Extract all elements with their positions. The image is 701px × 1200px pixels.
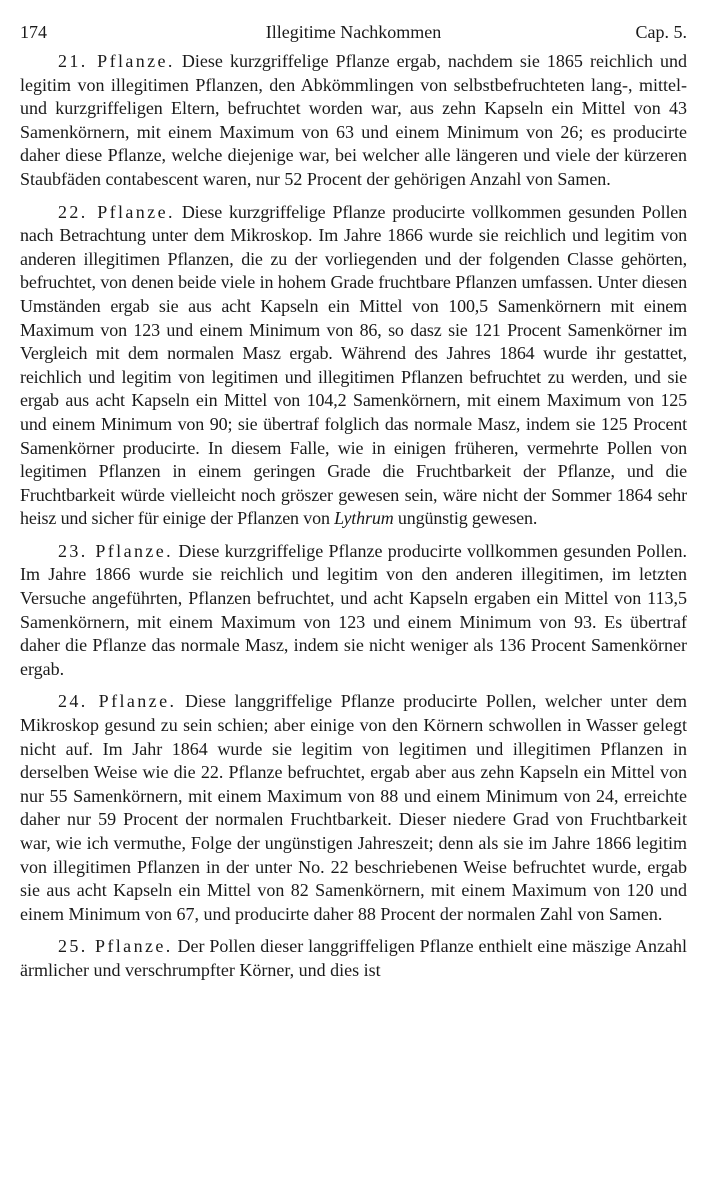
paragraph-23: [20, 540, 687, 682]
plant-label: 22. Pflanze.: [58, 201, 175, 222]
plant-label: 21. Pflanze.: [58, 51, 175, 71]
page-number: 174: [20, 22, 47, 42]
paragraph-text: Diese kurzgriffelige Pflanze producirte vollkommen gesunden Pollen nach Betrachtung unter dem Mikroskop. Im Jahre 1866 wurde sie reichlich und legitim von anderen illegitimen Pflanzen, die zu der vorliegenden und der folgenden Classe gehörten, befruchtet, von denen beide viele in hohem Grade fruchtbare Pflanzen umfassen. Unter diesen Umständen ergab sie aus acht Kapseln ein Mittel von 100,5 Samenkörnern mit einem Maximum von 123 und einem Minimum von 86, so dasz sie 121 Procent Samenkörner im Vergleich mit dem normalen Masz ergab. Während des Jahres 1864 wurde ihr gestattet, reichlich und legitim von legitimen und illegitimen Pflanzen befruchtet zu werden, und sie ergab aus acht Kapseln ein Mittel von 104,2 Samenkörnern, mit einem Maximum von 125 und einem Minimum von 90; sie übertraf folglich das normale Masz, indem sie 125 Procent Samenkörner producirte. In diesem Falle, wie in einigen früheren, vermehrte Pollen von legitimen Pflanzen in einem geringen Grade die Fruchtbarkeit der Pflanze, und die Fruchtbarkeit würde vielleicht noch gröszer gewesen sein, wäre nicht der Sommer 1864 sehr heisz und sicher für einige der Pflanzen von: [20, 201, 687, 529]
plant-label: 25. Pflanze.: [58, 936, 173, 957]
page-header: [20, 12, 687, 50]
paragraph-24: [20, 690, 687, 926]
paragraph-22: [20, 201, 687, 531]
body-text: [20, 50, 687, 983]
plant-label: 23. Pflanze.: [58, 540, 174, 561]
plant-label: 24. Pflanze.: [58, 691, 177, 712]
genus-name: Lythrum: [334, 508, 394, 529]
paragraph-21: [20, 50, 687, 192]
paragraph-text: Diese langgriffelige Pflanze producirte Pollen, welcher unter dem Mikroskop gesund zu sein schien; aber einige von den Körnern schwollen in Wasser gelegt nicht auf. Im Jahr 1864 wurde sie legitim von legitimen und illegitimen Pflanzen in derselben Weise wie die 22. Pflanze befruchtet, ergab aber aus zehn Kapseln ein Mittel von nur 55 Samenkörnern, mit einem Maximum von 88 und einem Minimum von 24, erreichte daher nur 59 Procent der normalen Fruchtbarkeit. Dieser niedere Grad von Fruchtbarkeit war, wie ich vermuthe, Folge der ungünstigen Jahreszeit; denn als sie im Jahre 1866 legitim von illegitimen Pflanzen in der unter No. 22 beschriebenen Weise befruchtet wurde, ergab sie aus acht Kapseln ein Mittel von 82 Samenkörnern, mit einem Maximum von 120 und einem Minimum von 67, und producirte daher 88 Procent der normalen Zahl von Samen.: [20, 691, 687, 924]
chapter-label: Cap. 5.: [635, 22, 687, 42]
paragraph-text-end: ungünstig gewesen.: [393, 508, 538, 529]
paragraph-text: Diese kurzgriffelige Pflanze producirte vollkommen gesunden Pollen. Im Jahre 1866 wurde sie reichlich und legitim von den anderen illegitimen, im letzten Versuche angeführten, Pflanzen befruchtet, und acht Kapseln ergaben ein Mittel von 113,5 Samenkörnern, mit einem Maximum von 123 und einem Minimum von 93. Es übertraf daher die Pflanze das normale Masz, indem sie nicht weniger als 136 Procent Samenkörner ergab.: [20, 540, 688, 679]
paragraph-text: Der Pollen dieser langgriffeligen Pflanze enthielt eine mäszige Anzahl ärmlicher und verschrumpfter Körner, und dies ist: [20, 936, 687, 980]
running-title: Illegitime Nachkommen: [265, 22, 442, 42]
paragraph-text: Diese kurzgriffelige Pflanze ergab, nachdem sie 1865 reichlich und legitim von illegitimen Pflanzen, den Abkömmlingen von selbstbefruchteten lang-, mittel- und kurzgriffeligen Eltern, befruchtet worden war, aus zehn Kapseln ein Mittel von 43 Samenkörnern, mit einem Maximum von 63 und einem Minimum von 26; es producirte daher diese Pflanze, welche diejenige war, bei welcher alle längeren und viele der kürzeren Staubfäden contabescent waren, nur 52 Procent der gehörigen Anzahl von Samen.: [20, 51, 688, 189]
paragraph-25: [20, 935, 687, 982]
